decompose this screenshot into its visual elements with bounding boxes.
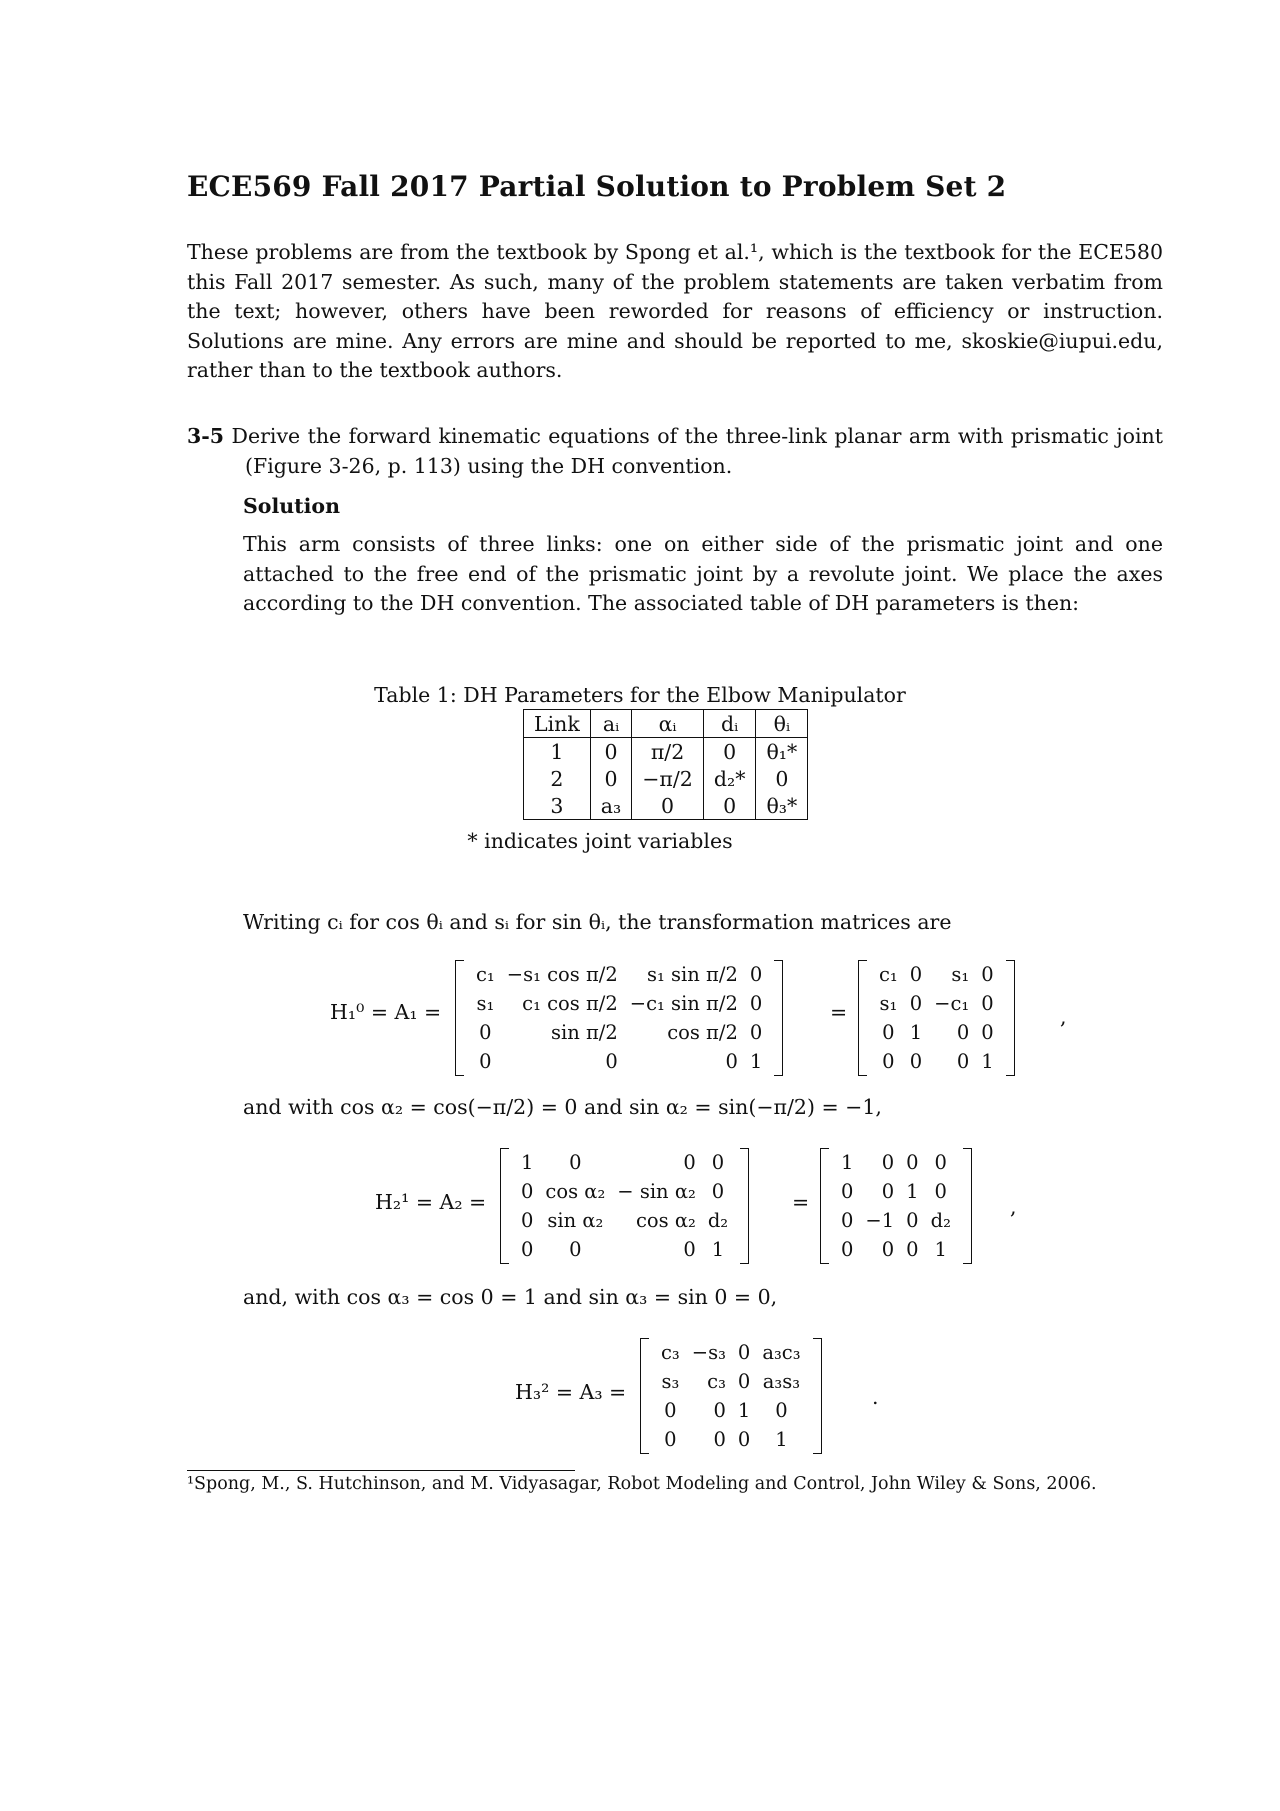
problem-statement [187, 422, 1163, 481]
problem-text: Derive the forward kinematic equations of the three-link planar arm with prismatic joint (Figure 3-26, p. 113) using the DH convention. [231, 424, 1163, 478]
matrix-entry: 0 [737, 1341, 751, 1364]
eq3-period: . [872, 1385, 879, 1409]
matrix-entry: 0 [737, 1428, 751, 1451]
matrix-entry: c₃ [707, 1370, 726, 1393]
matrix-entry: sin π/2 [550, 1021, 618, 1044]
matrix-entry: 1 [737, 1399, 751, 1422]
problem-number: 3-5 [187, 424, 225, 448]
matrix-entry: cos α₂ [635, 1209, 696, 1232]
matrix-entry: 0 [841, 1238, 854, 1261]
matrix-entry: 0 [521, 1238, 534, 1261]
matrix-entry: − sin α₂ [617, 1180, 696, 1203]
matrix-entry: d₂ [707, 1209, 729, 1232]
matrix-entry: 0 [683, 1151, 696, 1174]
matrix-entry: 0 [906, 1151, 919, 1174]
matrix-entry: 0 [934, 1180, 947, 1203]
eq2-comma: , [1010, 1195, 1017, 1219]
matrix-entry: −s₁ cos π/2 [506, 963, 618, 986]
matrix-entry: 0 [725, 1050, 738, 1073]
eq2-matrix-left [500, 1148, 749, 1264]
matrix-entry: s₁ sin π/2 [647, 963, 738, 986]
matrix-entry: 0 [841, 1180, 854, 1203]
matrix-entry: 1 [981, 1050, 994, 1073]
matrix-entry: 0 [605, 1050, 618, 1073]
eq1-lhs: H₁⁰ = A₁ = [330, 1000, 442, 1024]
eq3-matrix [640, 1338, 822, 1454]
matrix-entry: 1 [749, 1050, 763, 1073]
table-row [524, 792, 808, 820]
matrix-entry: 1 [711, 1238, 725, 1261]
table-note: * indicates joint variables [467, 829, 733, 853]
matrix-entry: a₃c₃ [762, 1341, 801, 1364]
matrix-entry: 0 [713, 1428, 726, 1451]
eq2-lhs: H₂¹ = A₂ = [375, 1190, 487, 1214]
table-row [524, 765, 808, 792]
matrix-entry: 0 [909, 992, 923, 1015]
matrix-entry: 0 [882, 1021, 895, 1044]
table-cell: 0 [632, 792, 704, 820]
matrix-entry: 0 [981, 992, 994, 1015]
matrix-entry: s₁ [951, 963, 970, 986]
table-cell: π/2 [632, 738, 704, 766]
eq1-comma: , [1060, 1005, 1067, 1029]
matrix-entry: sin α₂ [547, 1209, 604, 1232]
matrix-entry: s₁ [476, 992, 495, 1015]
matrix-entry: 0 [981, 1021, 994, 1044]
matrix-entry: 0 [713, 1399, 726, 1422]
matrix-entry: 0 [749, 963, 763, 986]
matrix-entry: 0 [664, 1428, 677, 1451]
matrix-entry: 0 [881, 1151, 895, 1174]
eq1-matrix-left [455, 960, 783, 1076]
matrix-entry: c₁ [879, 963, 898, 986]
matrix-entry: 0 [881, 1238, 895, 1261]
table-cell: 0 [756, 765, 808, 792]
table-header: dᵢ [703, 710, 756, 738]
matrix-entry: 1 [775, 1428, 788, 1451]
footnote-rule [187, 1470, 575, 1471]
matrix-entry: 0 [909, 963, 923, 986]
table-cell: d₂* [703, 765, 756, 792]
matrix-entry: 0 [882, 1050, 895, 1073]
matrix-entry: s₁ [879, 992, 898, 1015]
matrix-entry: 0 [569, 1238, 582, 1261]
matrix-entry: 0 [934, 1151, 947, 1174]
table-cell: 2 [524, 765, 591, 792]
matrix-entry: 0 [906, 1209, 919, 1232]
matrix-entry: 0 [775, 1399, 788, 1422]
table-header: Link [524, 710, 591, 738]
table-cell: −π/2 [632, 765, 704, 792]
solution-heading: Solution [243, 494, 341, 518]
matrix-entry: 0 [909, 1050, 923, 1073]
eq2-equals: = [792, 1190, 810, 1214]
matrix-entry: 0 [956, 1021, 970, 1044]
matrix-entry: 1 [934, 1238, 947, 1261]
matrix-entry: s₃ [661, 1370, 680, 1393]
writing-line: Writing cᵢ for cos θᵢ and sᵢ for sin θᵢ, the transformation matrices are [243, 910, 952, 934]
page-title: ECE569 Fall 2017 Partial Solution to Problem Set 2 [187, 170, 1007, 203]
matrix-entry: 1 [909, 1021, 923, 1044]
matrix-entry: 0 [711, 1151, 725, 1174]
matrix-entry: −s₃ [691, 1341, 726, 1364]
eq1-equals: = [830, 1000, 848, 1024]
table-header: αᵢ [632, 710, 704, 738]
intro-paragraph: These problems are from the textbook by Spong et al.¹, which is the textbook for the ECE580 this Fall 2017 semester. As such, many of the problem statements are taken verbatim from the text; however, others have been reworded for reasons of efficiency or instruction. Solutions are mine. Any errors are mine and should be reported to me, skoskie@iupui.edu, rather than to the textbook authors. [187, 240, 1163, 382]
table-cell: 0 [590, 738, 631, 766]
matrix-entry: 0 [479, 1021, 492, 1044]
matrix-entry: −c₁ sin π/2 [629, 992, 738, 1015]
table-cell: 3 [524, 792, 591, 820]
matrix-entry: 0 [479, 1050, 492, 1073]
matrix-entry: 0 [664, 1399, 677, 1422]
table-header: aᵢ [590, 710, 631, 738]
table-row [524, 738, 808, 766]
matrix-entry: d₂ [930, 1209, 951, 1232]
eq2-matrix-right [820, 1148, 972, 1264]
table-cell: θ₃* [756, 792, 808, 820]
matrix-entry: 0 [521, 1209, 534, 1232]
dh-parameter-table [523, 709, 808, 820]
matrix-entry: 0 [711, 1180, 725, 1203]
matrix-entry: 1 [521, 1151, 534, 1174]
eq1-matrix-right [858, 960, 1015, 1076]
matrix-entry: 0 [683, 1238, 696, 1261]
matrix-entry: c₃ [661, 1341, 680, 1364]
matrix-entry: 1 [841, 1151, 854, 1174]
solution-paragraph: This arm consists of three links: one on either side of the prismatic joint and one attached to the free end of the prismatic joint by a revolute joint. We place the axes according to the DH convention. The associated table of DH parameters is then: [243, 532, 1163, 615]
line-alpha2: and with cos α₂ = cos(−π/2) = 0 and sin α₂ = sin(−π/2) = −1, [243, 1095, 882, 1119]
footnote: ¹Spong, M., S. Hutchinson, and M. Vidyasagar, Robot Modeling and Control, John Wiley & Sons, 2006. [187, 1474, 1097, 1494]
matrix-entry: −1 [865, 1209, 895, 1232]
matrix-entry: 0 [569, 1151, 582, 1174]
matrix-entry: c₁ [476, 963, 495, 986]
matrix-entry: 1 [906, 1180, 919, 1203]
eq3-lhs: H₃² = A₃ = [515, 1380, 627, 1404]
table-cell: 0 [590, 765, 631, 792]
table-cell: 0 [703, 738, 756, 766]
matrix-entry: 0 [956, 1050, 970, 1073]
matrix-entry: cos π/2 [667, 1021, 738, 1044]
matrix-entry: 0 [737, 1370, 751, 1393]
matrix-entry: cos α₂ [545, 1180, 606, 1203]
matrix-entry: −c₁ [934, 992, 970, 1015]
matrix-entry: 0 [749, 992, 763, 1015]
table-cell: a₃ [590, 792, 631, 820]
matrix-entry: 0 [521, 1180, 534, 1203]
table-cell: 1 [524, 738, 591, 766]
matrix-entry: c₁ cos π/2 [522, 992, 618, 1015]
matrix-entry: 0 [841, 1209, 854, 1232]
table-cell: 0 [703, 792, 756, 820]
matrix-entry: 0 [906, 1238, 919, 1261]
matrix-entry: 0 [749, 1021, 763, 1044]
matrix-entry: 0 [881, 1180, 895, 1203]
table-caption: Table 1: DH Parameters for the Elbow Manipulator [374, 683, 906, 707]
matrix-entry: 0 [981, 963, 994, 986]
line-alpha3: and, with cos α₃ = cos 0 = 1 and sin α₃ = sin 0 = 0, [243, 1285, 778, 1309]
matrix-entry: a₃s₃ [762, 1370, 801, 1393]
table-header: θᵢ [756, 710, 808, 738]
table-cell: θ₁* [756, 738, 808, 766]
